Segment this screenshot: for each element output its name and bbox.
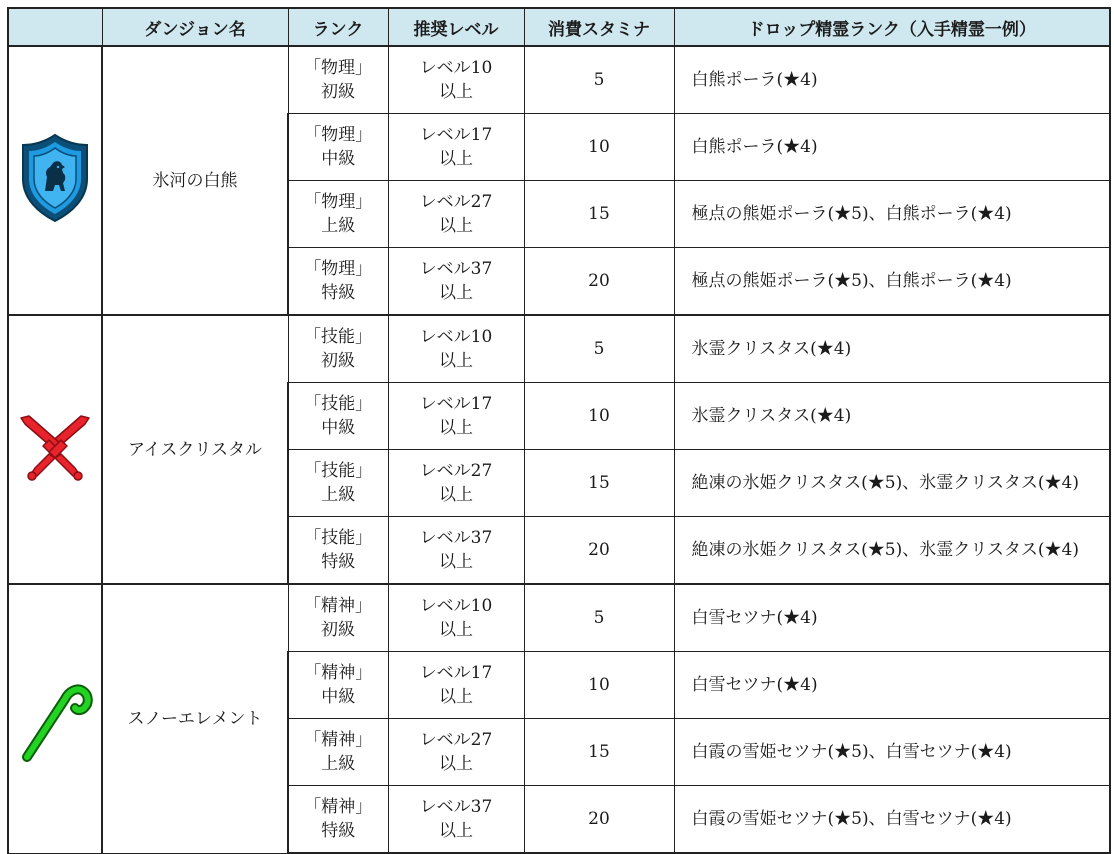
rank-type: 「技能」 xyxy=(304,394,373,414)
rank-type: 「技能」 xyxy=(304,327,372,347)
dungeon-name: アイスクリスタル xyxy=(102,315,288,584)
rank-type: 「精神」 xyxy=(304,730,373,750)
header-drop-spirit-rank: ドロップ精霊ランク（入手精霊一例） xyxy=(674,8,1110,46)
table-row xyxy=(8,584,1110,652)
rank-tier: 初級 xyxy=(321,351,355,371)
level-value: レベル27 xyxy=(419,461,493,481)
level-suffix: 以上 xyxy=(439,620,473,640)
level-cell xyxy=(388,719,524,786)
dungeon-icon-cell xyxy=(8,584,102,853)
rank-type: 「物理」 xyxy=(304,192,373,212)
stamina-cell: 15 xyxy=(524,719,674,786)
drop-cell: 絶凍の氷姫クリスタス(★5)、氷霊クリスタス(★4) xyxy=(674,517,1110,585)
level-suffix: 以上 xyxy=(439,754,473,774)
stamina-cell: 15 xyxy=(524,450,674,517)
rank-cell xyxy=(288,383,388,450)
level-value: レベル37 xyxy=(419,528,493,548)
stamina-cell: 5 xyxy=(524,46,674,114)
rank-type: 「物理」 xyxy=(304,58,372,78)
rank-cell xyxy=(288,114,388,181)
drop-cell: 氷霊クリスタス(★4) xyxy=(674,383,1110,450)
stamina-cell: 20 xyxy=(524,517,674,585)
level-suffix: 以上 xyxy=(439,351,473,371)
rank-cell xyxy=(288,315,388,383)
level-cell xyxy=(388,114,524,181)
dungeon-icon-cell xyxy=(8,46,102,315)
drop-cell: 白熊ポーラ(★4) xyxy=(674,114,1110,181)
rank-cell xyxy=(288,450,388,517)
table-row xyxy=(8,315,1110,383)
stamina-cell: 5 xyxy=(524,584,674,652)
shield-lion-icon xyxy=(15,127,95,227)
rank-tier: 初級 xyxy=(321,620,355,640)
rank-tier: 上級 xyxy=(321,216,356,236)
level-suffix: 以上 xyxy=(439,687,473,707)
rank-cell xyxy=(288,517,388,585)
rank-type: 「技能」 xyxy=(304,528,373,548)
dungeon-table xyxy=(7,7,1111,854)
rank-cell xyxy=(288,181,388,248)
rank-tier: 初級 xyxy=(321,82,355,102)
rank-cell xyxy=(288,248,388,316)
rank-tier: 特級 xyxy=(321,283,356,303)
rank-cell xyxy=(288,584,388,652)
rank-type: 「精神」 xyxy=(304,797,373,817)
level-value: レベル27 xyxy=(419,730,493,750)
level-suffix: 以上 xyxy=(439,821,473,841)
stamina-cell: 20 xyxy=(524,786,674,854)
level-cell xyxy=(388,584,524,652)
drop-cell: 絶凍の氷姫クリスタス(★5)、氷霊クリスタス(★4) xyxy=(674,450,1110,517)
drop-cell: 白雪セツナ(★4) xyxy=(674,652,1110,719)
rank-tier: 中級 xyxy=(321,687,356,707)
level-cell xyxy=(388,517,524,585)
rank-cell xyxy=(288,46,388,114)
header-rank: ランク xyxy=(288,8,388,46)
level-cell xyxy=(388,383,524,450)
level-value: レベル10 xyxy=(419,596,493,616)
rank-type: 「物理」 xyxy=(304,259,373,279)
level-value: レベル10 xyxy=(419,58,493,78)
level-suffix: 以上 xyxy=(439,485,473,505)
level-cell xyxy=(388,786,524,854)
drop-cell: 極点の熊姫ポーラ(★5)、白熊ポーラ(★4) xyxy=(674,248,1110,316)
level-suffix: 以上 xyxy=(439,283,473,303)
dungeon-name: スノーエレメント xyxy=(102,584,288,853)
stamina-cell: 15 xyxy=(524,181,674,248)
drop-cell: 氷霊クリスタス(★4) xyxy=(674,315,1110,383)
level-value: レベル27 xyxy=(419,192,493,212)
staff-icon xyxy=(15,665,95,765)
rank-tier: 上級 xyxy=(321,485,356,505)
dungeon-icon-cell xyxy=(8,315,102,584)
level-cell xyxy=(388,652,524,719)
rank-cell xyxy=(288,786,388,854)
header-icon xyxy=(8,8,102,46)
crossed-swords-icon xyxy=(15,396,95,496)
level-suffix: 以上 xyxy=(439,82,473,102)
rank-tier: 中級 xyxy=(321,418,356,438)
drop-cell: 白霞の雪姫セツナ(★5)、白雪セツナ(★4) xyxy=(674,786,1110,854)
rank-type: 「精神」 xyxy=(304,663,373,683)
rank-tier: 特級 xyxy=(321,552,356,572)
stamina-cell: 5 xyxy=(524,315,674,383)
header-row xyxy=(8,8,1110,46)
drop-cell: 白雪セツナ(★4) xyxy=(674,584,1110,652)
rank-cell xyxy=(288,652,388,719)
level-suffix: 以上 xyxy=(439,216,473,236)
rank-tier: 特級 xyxy=(321,821,356,841)
rank-type: 「精神」 xyxy=(304,596,372,616)
level-cell xyxy=(388,450,524,517)
level-cell xyxy=(388,315,524,383)
rank-type: 「技能」 xyxy=(304,461,373,481)
drop-cell: 白霞の雪姫セツナ(★5)、白雪セツナ(★4) xyxy=(674,719,1110,786)
rank-tier: 中級 xyxy=(321,149,356,169)
level-cell xyxy=(388,248,524,316)
header-stamina-cost: 消費スタミナ xyxy=(524,8,674,46)
rank-type: 「物理」 xyxy=(304,125,373,145)
rank-cell xyxy=(288,719,388,786)
level-suffix: 以上 xyxy=(439,149,473,169)
stamina-cell: 20 xyxy=(524,248,674,316)
header-recommended-level: 推奨レベル xyxy=(388,8,524,46)
level-cell xyxy=(388,181,524,248)
drop-cell: 極点の熊姫ポーラ(★5)、白熊ポーラ(★4) xyxy=(674,181,1110,248)
level-value: レベル10 xyxy=(419,327,493,347)
level-value: レベル17 xyxy=(419,663,493,683)
level-suffix: 以上 xyxy=(439,418,473,438)
table-row xyxy=(8,46,1110,114)
level-value: レベル17 xyxy=(419,125,493,145)
stamina-cell: 10 xyxy=(524,114,674,181)
level-value: レベル37 xyxy=(419,797,493,817)
level-suffix: 以上 xyxy=(439,552,473,572)
header-dungeon-name: ダンジョン名 xyxy=(102,8,288,46)
stamina-cell: 10 xyxy=(524,383,674,450)
stamina-cell: 10 xyxy=(524,652,674,719)
dungeon-name: 氷河の白熊 xyxy=(102,46,288,315)
level-value: レベル17 xyxy=(419,394,493,414)
level-value: レベル37 xyxy=(419,259,493,279)
rank-tier: 上級 xyxy=(321,754,356,774)
drop-cell: 白熊ポーラ(★4) xyxy=(674,46,1110,114)
level-cell xyxy=(388,46,524,114)
